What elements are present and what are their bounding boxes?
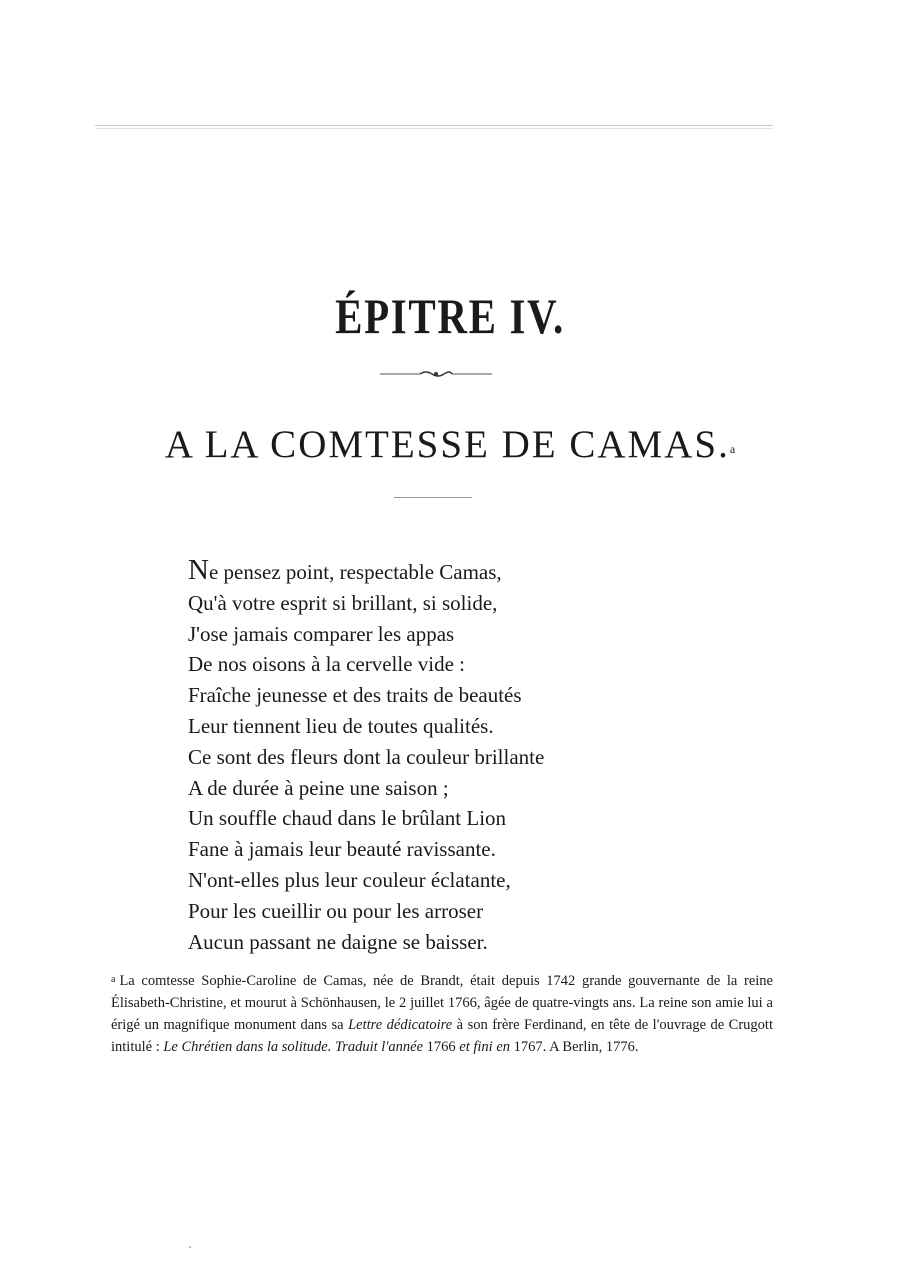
poem-line: Qu'à votre esprit si brillant, si solide, [188,590,498,615]
drop-cap: N [188,554,209,586]
poem-line: Leur tiennent lieu de toutes qualités. [188,713,494,738]
footnote-text-2: à son frère Ferdinand, en tête de l'ouvrage de Crugott intitulé : [111,1017,773,1055]
poem-line: Pour les cueillir ou pour les arroser [188,898,484,923]
poem-line: Un souffle chaud dans le brûlant Lion [188,806,507,831]
dedication-title-text: A LA COMTESSE DE CAMAS. [164,423,730,466]
footnote-italic-1: Lettre dédicatoire [348,1017,453,1033]
speck [189,1246,191,1248]
ornament-divider-icon [380,368,492,380]
footnote-mark: a [111,974,116,985]
poem-line-rest: e pensez point, respectable Camas, [208,560,502,584]
short-rule [394,497,472,498]
poem-line: Fraîche jeunesse et des traits de beautés [188,683,522,708]
page-title: ÉPITRE IV. [335,288,565,344]
footnote-italic-3: et fini en [459,1039,511,1055]
poem-line: J'ose jamais comparer les appas [188,621,455,646]
dedication-title [0,423,900,467]
footnote-italic-2: Le Chrétien dans la solitude. Traduit l'année [163,1039,424,1055]
poem-line: Ce sont des fleurs dont la couleur brillante [188,744,545,769]
poem-line: Fane à jamais leur beauté ravissante. [188,837,496,862]
footnote [111,970,773,1058]
footnote-text-3: 1766 [423,1039,460,1055]
footnote-text-1: La comtesse Sophie-Caroline de Camas, née de Brandt, était depuis 1742 grande gouvernante de la reine Élisabeth-Christine, et mourut à Schönhausen, le 2 juillet 1766, âgée de quatre-vingts ans. La reine son amie lui a érigé un magnifique monument dans sa [111,973,773,1033]
footnote-text-4: 1767. A Berlin, 1776. [510,1039,639,1055]
poem-line: De nos oisons à la cervelle vide : [188,652,465,677]
poem-line: A de durée à peine une saison ; [188,775,449,800]
footnote-marker: a [729,442,736,456]
poem-line: N'ont-elles plus leur couleur éclatante, [188,867,511,892]
top-rule [95,125,773,129]
poem-line: Aucun passant ne daigne se baisser. [188,929,488,954]
poem [188,554,748,957]
poem-line [188,554,748,588]
